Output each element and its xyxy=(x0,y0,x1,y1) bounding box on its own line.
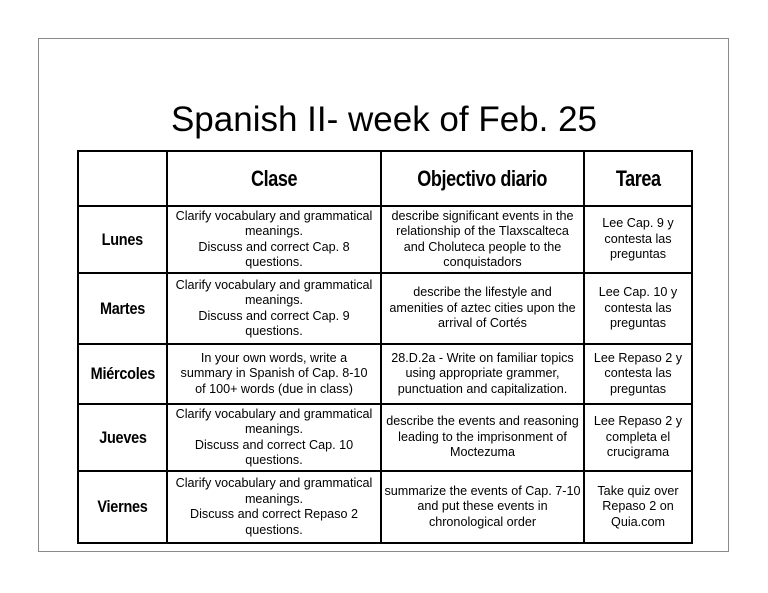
table-row xyxy=(78,206,692,273)
tarea-cell: Lee Repaso 2 y completa el crucigrama xyxy=(584,404,692,471)
day-cell: Viernes xyxy=(78,471,167,543)
clase-cell: Clarify vocabulary and grammatical meanings. Discuss and correct Cap. 8 questions. xyxy=(167,206,381,273)
table-row xyxy=(78,404,692,471)
day-cell: Miércoles xyxy=(78,344,167,404)
tarea-cell: Lee Cap. 9 y contesta las preguntas xyxy=(584,206,692,273)
weekly-schedule-table xyxy=(77,150,693,544)
tarea-cell: Take quiz over Repaso 2 on Quia.com xyxy=(584,471,692,543)
tarea-cell: Lee Repaso 2 y contesta las preguntas xyxy=(584,344,692,404)
header-tarea: Tarea xyxy=(584,151,692,206)
header-clase: Clase xyxy=(167,151,381,206)
clase-cell: Clarify vocabulary and grammatical meanings. Discuss and correct Repaso 2 questions. xyxy=(167,471,381,543)
table-row xyxy=(78,344,692,404)
header-objectivo: Objectivo diario xyxy=(381,151,584,206)
day-cell: Jueves xyxy=(78,404,167,471)
header-empty xyxy=(78,151,167,206)
objectivo-cell: 28.D.2a - Write on familiar topics using appropriate grammer, punctuation and capitalization. xyxy=(381,344,584,404)
header-row xyxy=(78,151,692,206)
day-cell: Lunes xyxy=(78,206,167,273)
objectivo-cell: summarize the events of Cap. 7-10 and put these events in chronological order xyxy=(381,471,584,543)
table-row xyxy=(78,471,692,543)
objectivo-cell: describe the events and reasoning leading to the imprisonment of Moctezuma xyxy=(381,404,584,471)
slide-title: Spanish II- week of Feb. 25 xyxy=(170,100,598,139)
clase-cell: In your own words, write a summary in Spanish of Cap. 8-10 of 100+ words (due in class) xyxy=(167,344,381,404)
day-cell: Martes xyxy=(78,273,167,344)
clase-cell: Clarify vocabulary and grammatical meanings. Discuss and correct Cap. 10 questions. xyxy=(167,404,381,471)
clase-cell: Clarify vocabulary and grammatical meanings. Discuss and correct Cap. 9 questions. xyxy=(167,273,381,344)
objectivo-cell: describe the lifestyle and amenities of aztec cities upon the arrival of Cortés xyxy=(381,273,584,344)
tarea-cell: Lee Cap. 10 y contesta las preguntas xyxy=(584,273,692,344)
objectivo-cell: describe significant events in the relationship of the Tlaxscalteca and Choluteca people to the conquistadors xyxy=(381,206,584,273)
table-row xyxy=(78,273,692,344)
